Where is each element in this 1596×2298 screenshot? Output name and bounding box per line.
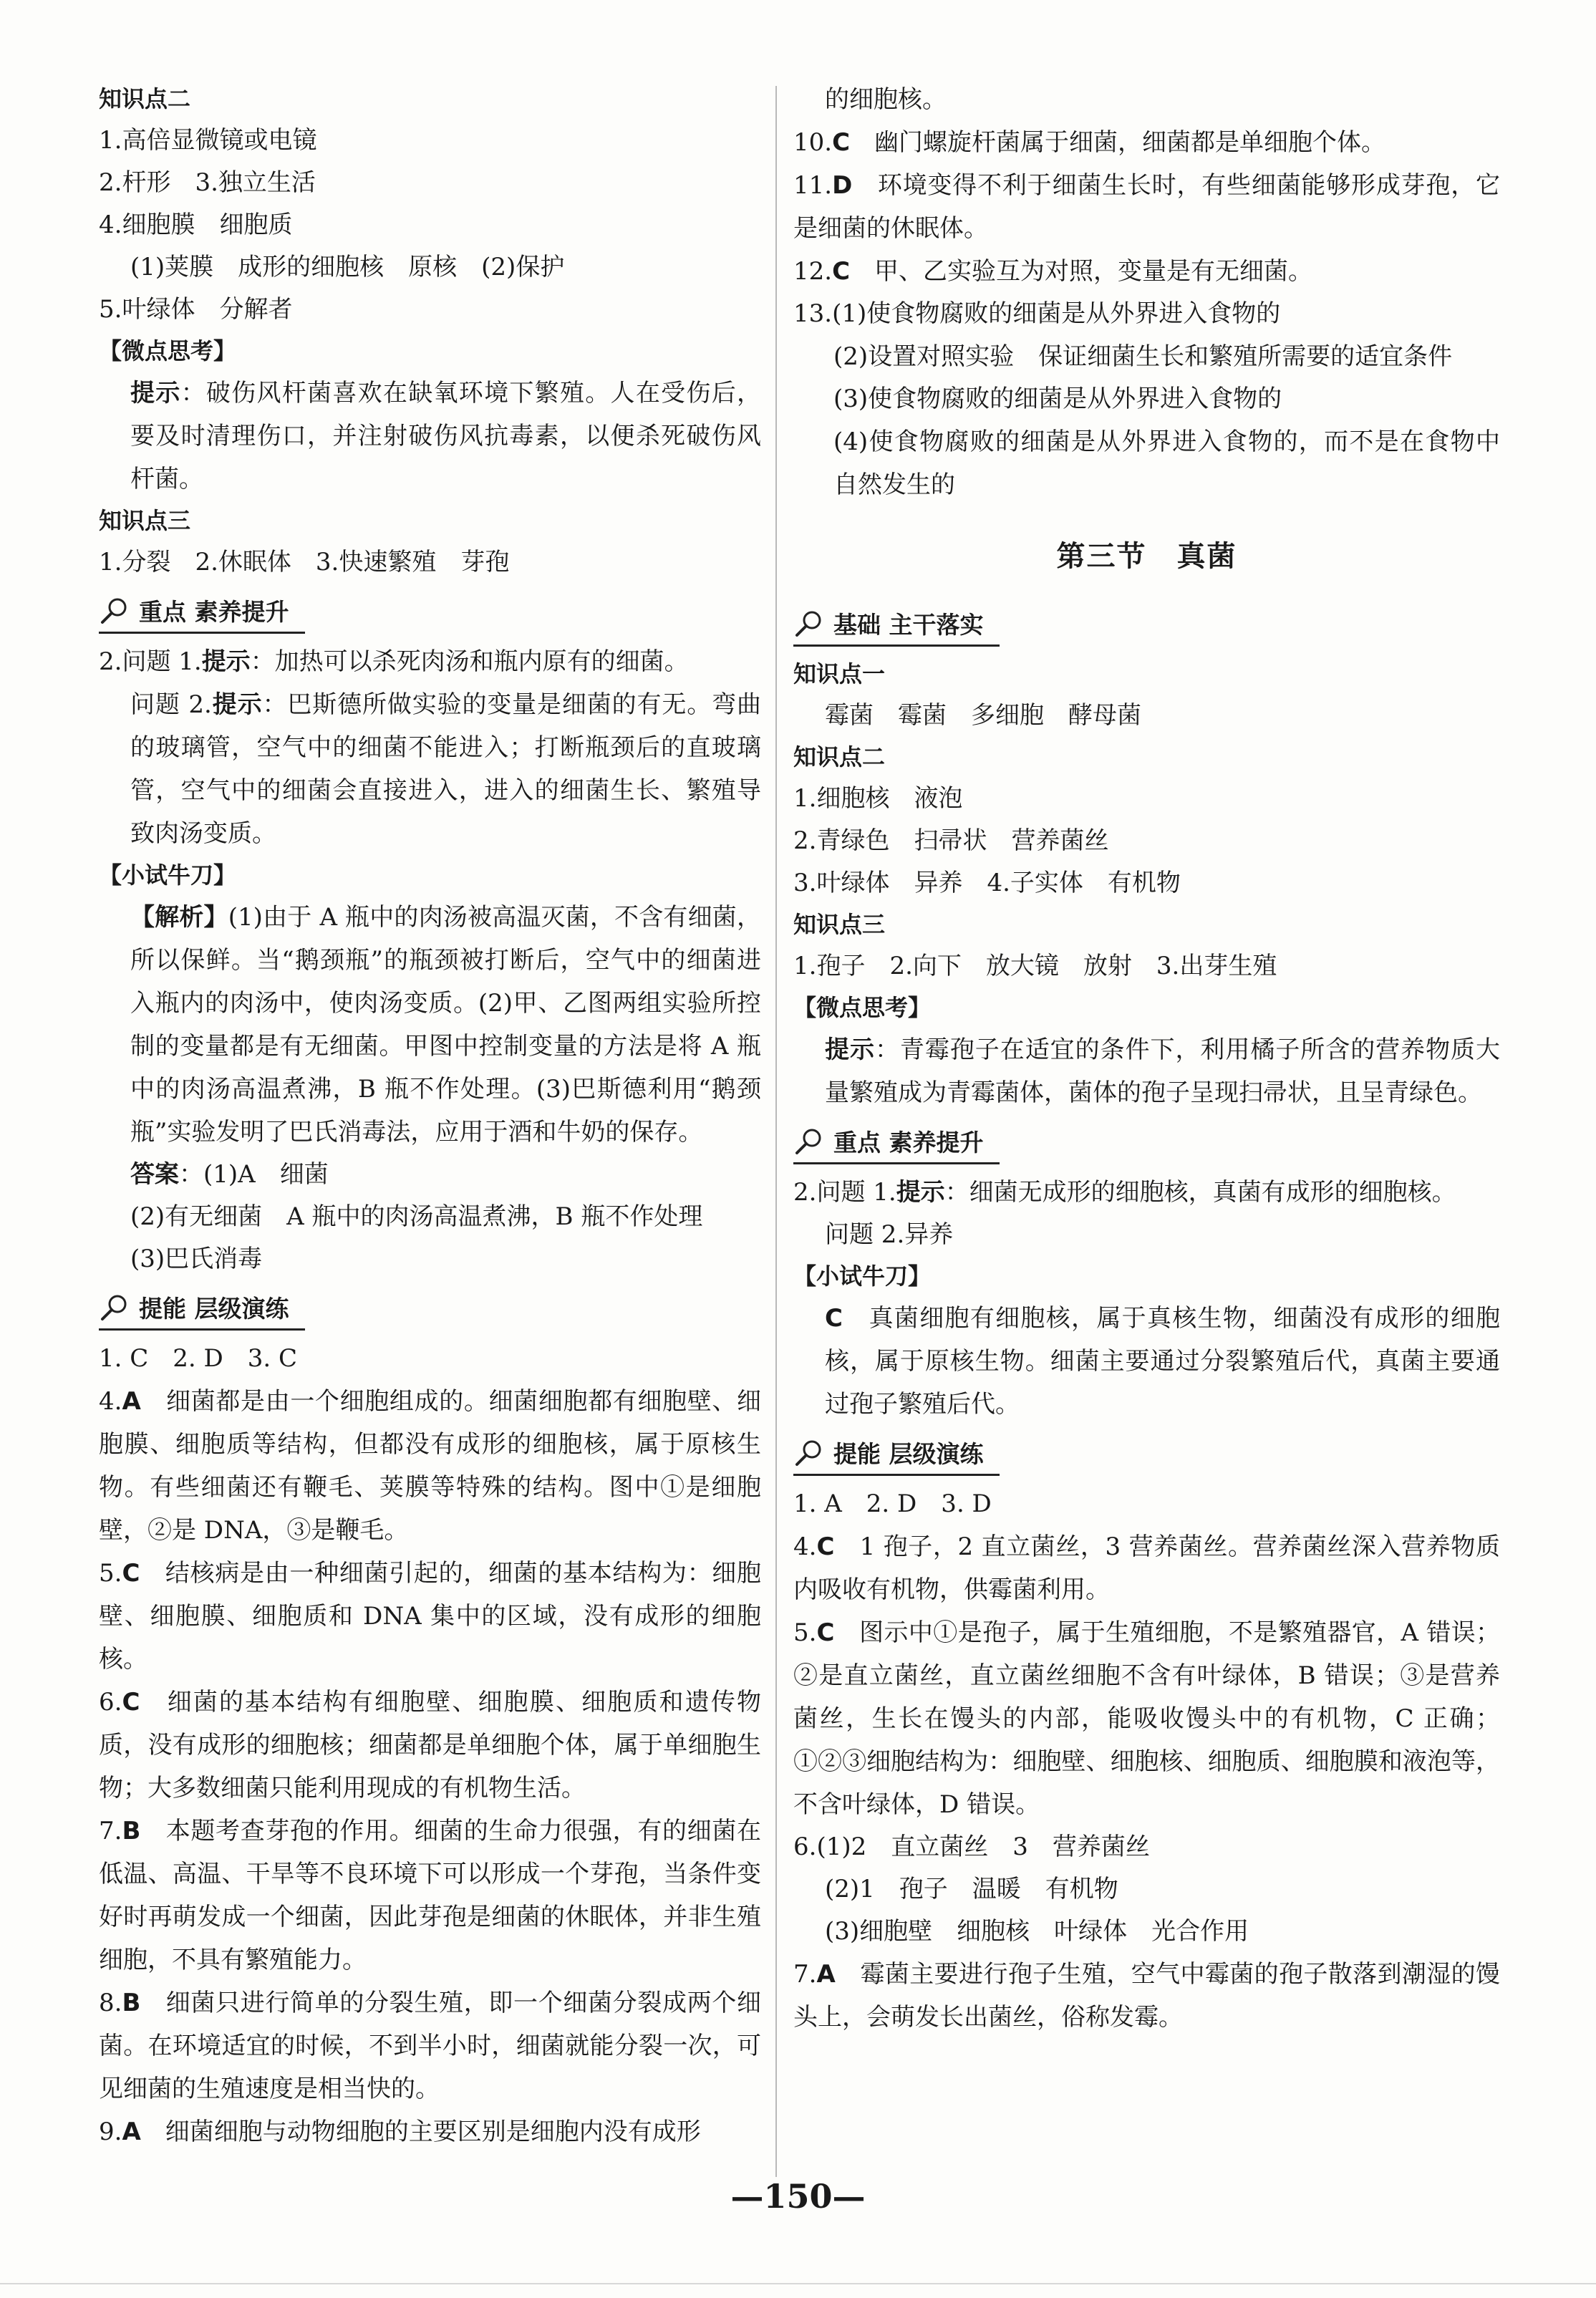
analysis-label: 【解析】 [130,903,228,932]
analysis-paragraph [99,896,761,1154]
question-7: 7.A 霉菌主要进行孢子生殖，空气中霉菌的孢子散落到潮湿的馒头上，会萌发长出菌丝，俗称发霉。 [793,1960,1501,2032]
kp1-heading: 知识点一 [793,660,886,687]
hint-label: 提示 [825,1035,875,1064]
question-9-continued: 的细胞核。 [825,85,947,114]
kp2-line-3: 3.叶绿体 异养 4.子实体 有机物 [793,869,1181,897]
kp3-line-1: 1.孢子 2.向下 放大镜 放射 3.出芽生殖 [793,952,1277,980]
question-5: 5.C 结核病是由一种细菌引起的，细菌的基本结构为：细胞壁、细胞膜、细胞质和 DNA 集中的区域，没有成形的细胞核。 [99,1559,762,1674]
section-label: 提能 层级演练 [139,1295,289,1323]
right-column [793,79,1500,2039]
question-6-line-3: (3)细胞壁 细胞核 叶绿体 光合作用 [825,1917,1249,1946]
section-label: 基础 主干落实 [833,611,984,639]
footer-rule [0,2283,1596,2284]
answer-line-1: 答案：(1)A 细菌 [130,1160,329,1189]
question-13-line-1: 13.(1)使食物腐败的细菌是从外界进入食物的 [793,299,1281,328]
kp-question-1: 2.问题 1.提示：细菌无成形的细胞核，真菌有成形的细胞核。 [793,1178,1456,1207]
micro-thinking-heading: 【微点思考】 [99,337,237,365]
hint-text: ：青霉孢子在适宜的条件下，利用橘子所含的营养物质大量繁殖成为青霉菌体，菌体的孢子呈现扫帚状，且呈青绿色。 [825,1035,1501,1107]
section-basics [793,601,1500,652]
question-4: 4.A 细菌都是由一个细胞组成的。细菌细胞都有细胞壁、细胞膜、细胞质等结构，但都没有成形的细胞核，属于原核生物。有些细菌还有鞭毛、荚膜等特殊的结构。图中①是细胞壁，②是 DNA，③是鞭毛。 [99,1387,762,1545]
question-10: 10.C 幽门螺旋杆菌属于细菌，细菌都是单细胞个体。 [793,128,1386,157]
question-13-line-4: (4)使食物腐败的细菌是从外界进入食物的，而不是在食物中自然发生的 [833,428,1500,499]
magnifier-icon [99,1292,130,1323]
question-8: 8.B 细菌只进行简单的分裂生殖，即一个细菌分裂成两个细菌。在环境适宜的时候，不到半小时，细菌就能分裂一次，可见细菌的生殖速度是相当快的。 [99,1989,762,2103]
kp2-heading: 知识点二 [793,743,886,771]
kp3-heading: 知识点三 [99,507,191,534]
answers-1-3: 1. C 2. D 3. C [99,1344,298,1373]
micro-thinking-hint [793,1028,1500,1114]
question-12: 12.C 甲、乙实验互为对照，变量是有无细菌。 [793,257,1313,286]
question-13-line-2: (2)设置对照实验 保证细菌生长和繁殖所需要的适宜条件 [833,342,1453,371]
kp-question-2: 问题 2.异养 [825,1220,954,1249]
section-title: 第三节 真菌 [1056,539,1237,573]
magnifier-icon [99,595,130,627]
question-11: 11.D 环境变得不利于细菌生长时，有些细菌能够形成芽孢，它是细菌的休眠体。 [793,171,1501,243]
answer-line-2: (2)有无细菌 A 瓶中的肉汤高温煮沸，B 瓶不作处理 [130,1202,703,1231]
question-9: 9.A 细菌细胞与动物细胞的主要区别是细胞内没有成形 [99,2118,701,2146]
analysis-text: (1)由于 A 瓶中的肉汤被高温灭菌，不含有细菌，所以保鲜。当“鹅颈瓶”的瓶颈被打断后，空气中的细菌进入瓶内的肉汤中，使肉汤变质。(2)甲、乙图两组实验所控制的变量都是有无细菌。甲图中控制变量的方法是将 A 瓶中的肉汤高温煮沸，B 瓶不作处理。(3)巴斯德利用“鹅颈瓶”实验发明了巴氏消毒法，应用于酒和牛奶的保存。 [130,903,761,1146]
section-practice [793,1430,1500,1482]
section-label: 提能 层级演练 [833,1440,984,1468]
kp3-heading: 知识点三 [793,911,886,938]
question-4: 4.C 1 孢子，2 直立菌丝，3 营养菌丝。营养菌丝深入营养物质内吸收有机物，供霉菌利用。 [793,1532,1501,1604]
section-key-points [793,1119,1500,1170]
question-7: 7.B 本题考查芽孢的作用。细菌的生命力很强，有的细菌在低温、高温、干旱等不良环境下可以形成一个芽孢，当条件变好时再萌发成一个细菌，因此芽孢是细菌的休眠体，并非生殖细胞，不具有繁殖能力。 [99,1817,762,1974]
column-divider [775,86,777,2177]
magnifier-icon [793,608,825,639]
kp2-line-1: 1.高倍显微镜或电镜 [99,126,317,155]
question-6-line-1: 6.(1)2 直立菌丝 3 营养菌丝 [793,1833,1150,1861]
question-13-line-3: (3)使食物腐败的细菌是从外界进入食物的 [833,385,1282,413]
left-column [99,79,761,2153]
question-6-line-2: (2)1 孢子 温暖 有机物 [825,1875,1118,1903]
kp1-line-1: 霉菌 霉菌 多细胞 酵母菌 [825,701,1141,730]
kp2-line-1: 1.细胞核 液泡 [793,784,963,813]
micro-thinking-heading: 【微点思考】 [793,994,932,1021]
section-practice [99,1285,761,1336]
kp2-line-4: (1)荚膜 成形的细胞核 原核 (2)保护 [130,253,565,281]
kp2-line-3: 4.细胞膜 细胞质 [99,211,293,239]
question-5: 5.C 图示中①是孢子，属于生殖细胞，不是繁殖器官，A 错误；②是直立菌丝，直立菌丝细胞不含有叶绿体，B 错误；③是营养菌丝，生长在馒头的内部，能吸收馒头中的有机物，C 正确；①②③细胞结构为：细胞壁、细胞核、细胞质、细胞膜和液泡等，不含叶绿体，D 错误。 [793,1618,1501,1819]
magnifier-icon [793,1126,825,1157]
hint-text: ：破伤风杆菌喜欢在缺氧环境下繁殖。人在受伤后，要及时清理伤口，并注射破伤风抗毒素，以便杀死破伤风杆菌。 [130,379,762,493]
section-label: 重点 素养提升 [139,598,289,626]
section-label: 重点 素养提升 [833,1129,984,1157]
question-6: 6.C 细菌的基本结构有细胞壁、细胞膜、细胞质和遗传物质，没有成形的细胞核；细菌都是单细胞个体，属于单细胞生物；大多数细菌只能利用现成的有机物生活。 [99,1688,762,1802]
kp2-line-2: 2.杆形 3.独立生活 [99,168,316,197]
page-number: —150— [730,2177,866,2216]
hint-label: 提示 [130,379,181,407]
kp2-line-2: 2.青绿色 扫帚状 营养菌丝 [793,826,1109,855]
small-test-heading: 【小试牛刀】 [99,861,237,889]
section-key-points [99,588,761,639]
kp-question-2: 问题 2.提示：巴斯德所做实验的变量是细菌的有无。弯曲的玻璃管，空气中的细菌不能进入；打断瓶颈后的直玻璃管，空气中的细菌会直接进入，进入的细菌生长、繁殖导致肉汤变质。 [130,690,762,848]
kp3-line-1: 1.分裂 2.休眠体 3.快速繁殖 芽孢 [99,548,510,576]
micro-thinking-hint [99,372,761,501]
answers-1-3: 1. A 2. D 3. D [793,1490,992,1518]
kp2-heading: 知识点二 [99,85,191,112]
magnifier-icon [793,1437,825,1469]
small-test-answer: C 真菌细胞有细胞核，属于真核生物，细菌没有成形的细胞核，属于原核生物。细菌主要通过分裂繁殖后代，真菌主要通过孢子繁殖后代。 [825,1304,1501,1419]
small-test-heading: 【小试牛刀】 [793,1263,932,1290]
kp-question-1: 2.问题 1.提示：加热可以杀死肉汤和瓶内原有的细菌。 [99,647,689,676]
kp2-line-5: 5.叶绿体 分解者 [99,295,293,324]
answer-line-3: (3)巴氏消毒 [130,1245,263,1273]
